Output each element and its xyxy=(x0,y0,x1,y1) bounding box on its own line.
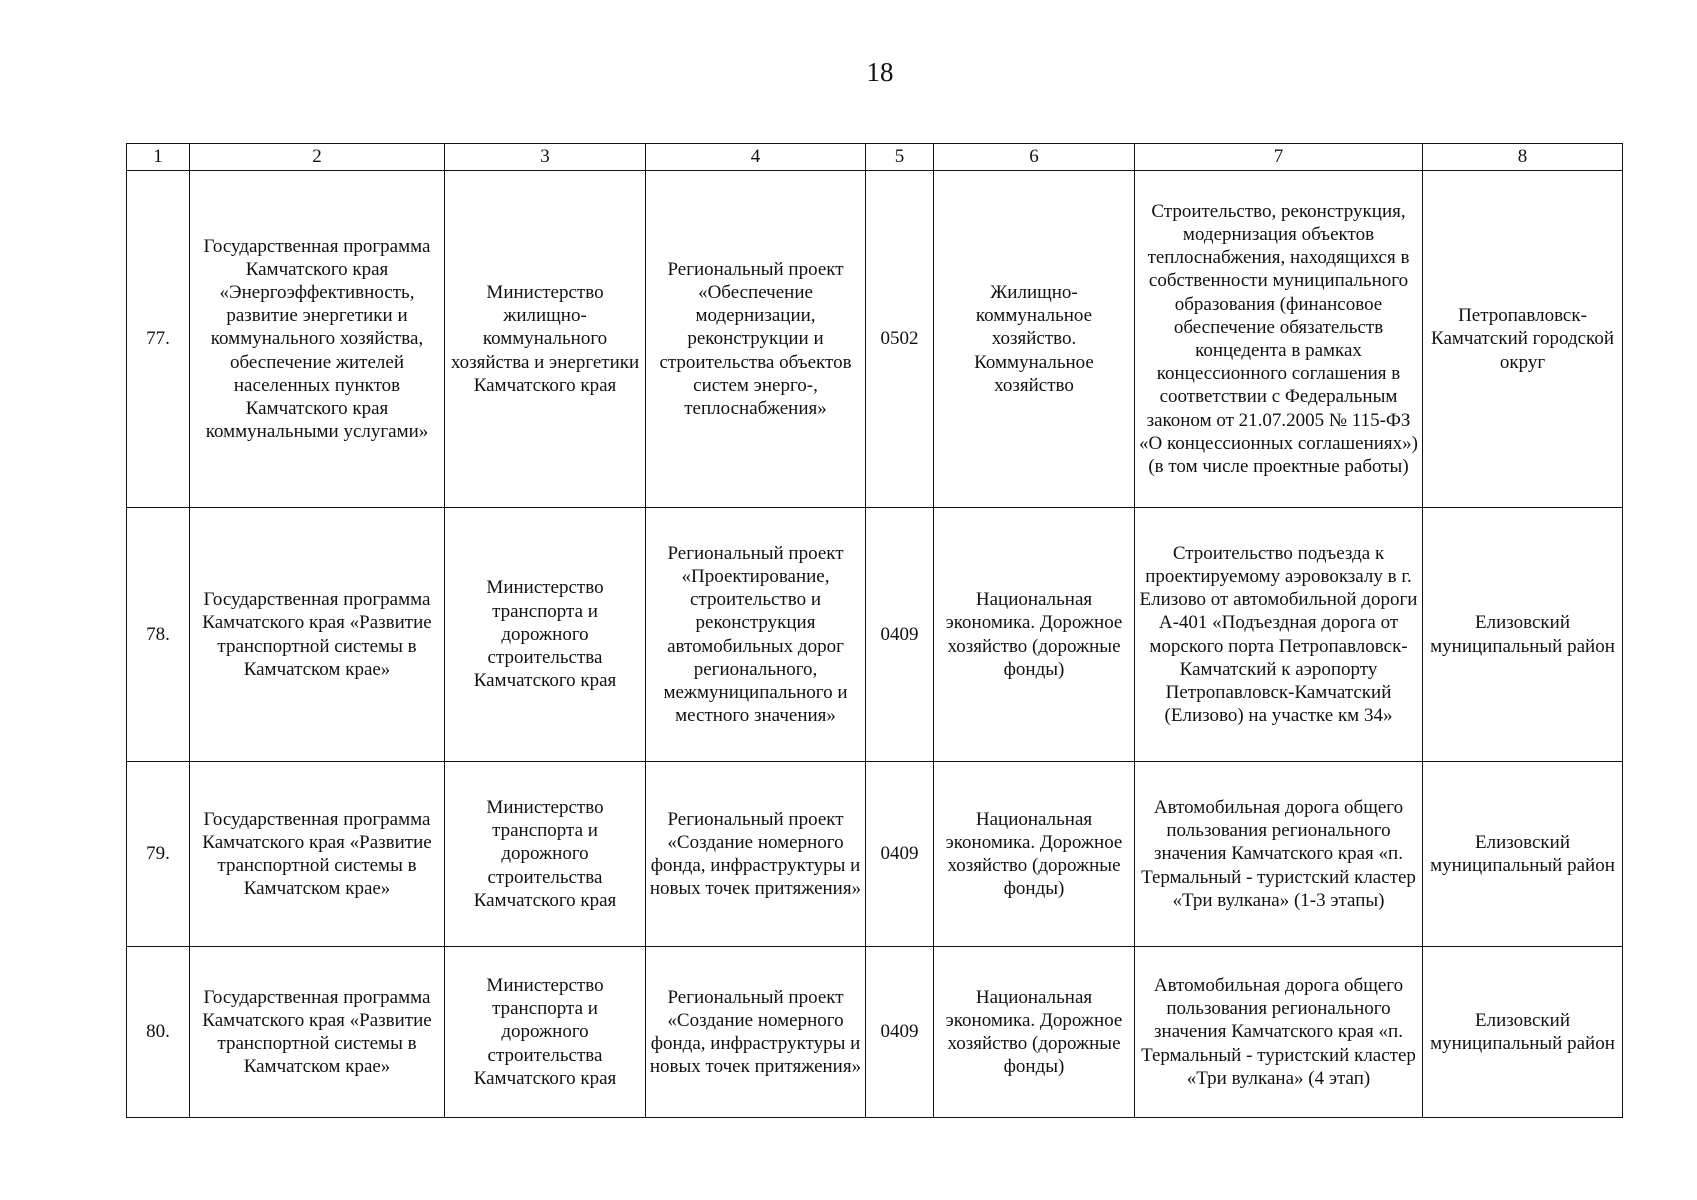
header-cell: 4 xyxy=(646,144,866,171)
section-cell: Жилищно-коммунальное хозяйство. Коммунальное хозяйство xyxy=(934,171,1135,508)
territory-cell: Елизовский муниципальный район xyxy=(1423,762,1623,947)
header-cell: 7 xyxy=(1135,144,1423,171)
object-cell: Автомобильная дорога общего пользования регионального значения Камчатского края «п. Термальный - туристский кластер «Три вулкана» (1-3 этапы) xyxy=(1135,762,1423,947)
data-table xyxy=(126,143,1623,1118)
section-cell: Национальная экономика. Дорожное хозяйство (дорожные фонды) xyxy=(934,947,1135,1118)
table-row xyxy=(127,171,1623,508)
ministry-cell: Министерство жилищно-коммунального хозяйства и энергетики Камчатского края xyxy=(445,171,646,508)
code-cell: 0409 xyxy=(866,762,934,947)
program-cell: Государственная программа Камчатского края «Развитие транспортной системы в Камчатском крае» xyxy=(190,508,445,762)
row-number: 77. xyxy=(127,171,190,508)
table-row xyxy=(127,762,1623,947)
header-cell: 6 xyxy=(934,144,1135,171)
row-number: 78. xyxy=(127,508,190,762)
code-cell: 0502 xyxy=(866,171,934,508)
object-cell: Строительство, реконструкция, модернизация объектов теплоснабжения, находящихся в собственности муниципального образования (финансовое обеспечение обязательств концедента в рамках концессионного соглашения в соответствии с Федеральным законом от 21.07.2005 № 115-ФЗ «О концессионных соглашениях») (в том числе проектные работы) xyxy=(1135,171,1423,508)
project-cell: Региональный проект «Создание номерного фонда, инфраструктуры и новых точек притяжения» xyxy=(646,947,866,1118)
header-cell: 3 xyxy=(445,144,646,171)
territory-cell: Петропавловск-Камчатский городской округ xyxy=(1423,171,1623,508)
page-number: 18 xyxy=(866,57,894,87)
object-cell: Строительство подъезда к проектируемому аэровокзалу в г. Елизово от автомобильной дороги А-401 «Подъездная дорога от морского порта Петропавловск-Камчатский к аэропорту Петропавловск-Камчатский (Елизово) на участке км 34» xyxy=(1135,508,1423,762)
project-cell: Региональный проект «Создание номерного фонда, инфраструктуры и новых точек притяжения» xyxy=(646,762,866,947)
program-cell: Государственная программа Камчатского края «Энергоэффективность, развитие энергетики и коммунального хозяйства, обеспечение жителей населенных пунктов Камчатского края коммунальными услугами» xyxy=(190,171,445,508)
project-cell: Региональный проект «Проектирование, строительство и реконструкция автомобильных дорог регионального, межмуниципального и местного значения» xyxy=(646,508,866,762)
table-row xyxy=(127,947,1623,1118)
program-cell: Государственная программа Камчатского края «Развитие транспортной системы в Камчатском крае» xyxy=(190,762,445,947)
row-number: 80. xyxy=(127,947,190,1118)
section-cell: Национальная экономика. Дорожное хозяйство (дорожные фонды) xyxy=(934,762,1135,947)
ministry-cell: Министерство транспорта и дорожного строительства Камчатского края xyxy=(445,508,646,762)
header-cell: 1 xyxy=(127,144,190,171)
ministry-cell: Министерство транспорта и дорожного строительства Камчатского края xyxy=(445,762,646,947)
header-cell: 5 xyxy=(866,144,934,171)
territory-cell: Елизовский муниципальный район xyxy=(1423,508,1623,762)
project-cell: Региональный проект «Обеспечение модернизации, реконструкции и строительства объектов систем энерго-, теплоснабжения» xyxy=(646,171,866,508)
object-cell: Автомобильная дорога общего пользования регионального значения Камчатского края «п. Термальный - туристский кластер «Три вулкана» (4 этап) xyxy=(1135,947,1423,1118)
section-cell: Национальная экономика. Дорожное хозяйство (дорожные фонды) xyxy=(934,508,1135,762)
header-cell: 2 xyxy=(190,144,445,171)
ministry-cell: Министерство транспорта и дорожного строительства Камчатского края xyxy=(445,947,646,1118)
header-row xyxy=(127,144,1623,171)
table-row xyxy=(127,508,1623,762)
territory-cell: Елизовский муниципальный район xyxy=(1423,947,1623,1118)
code-cell: 0409 xyxy=(866,508,934,762)
header-cell: 8 xyxy=(1423,144,1623,171)
row-number: 79. xyxy=(127,762,190,947)
program-cell: Государственная программа Камчатского края «Развитие транспортной системы в Камчатском крае» xyxy=(190,947,445,1118)
code-cell: 0409 xyxy=(866,947,934,1118)
